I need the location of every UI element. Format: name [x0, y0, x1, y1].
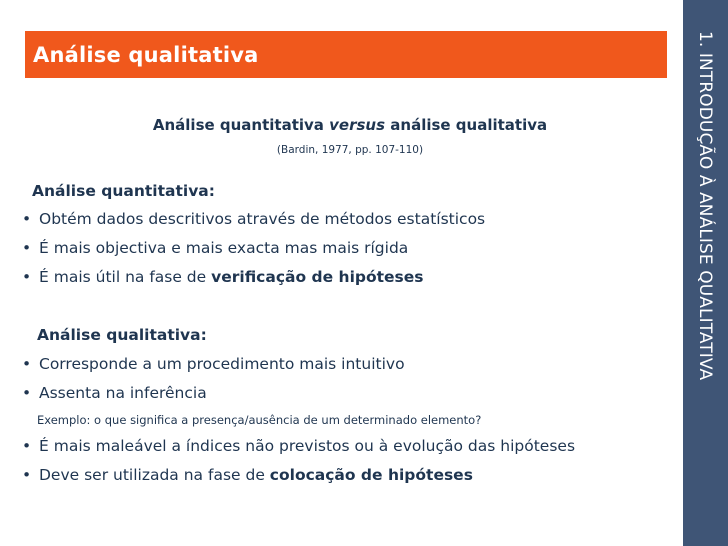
quantitativa-title: Análise quantitativa: [32, 182, 215, 200]
list-item [39, 355, 405, 373]
list-item [39, 210, 485, 228]
list-item [39, 437, 575, 455]
heading-part1: Análise quantitativa [152, 116, 330, 134]
list-item [39, 384, 207, 402]
bullet-bold: colocação de hipóteses [269, 466, 473, 484]
title-banner [25, 31, 667, 78]
citation: (Bardin, 1977, pp. 107-110) [276, 144, 424, 156]
list-item [39, 239, 408, 257]
sidebar-label: 1. INTRODUÇÃO À ANÁLISE QUALITATIVA [695, 31, 715, 381]
heading-italic: versus [329, 116, 386, 134]
bullet-text: Corresponde a um procedimento mais intuitivo [39, 355, 405, 373]
heading-part2: análise qualitativa [385, 116, 548, 134]
bullet-text: Deve ser utilizada na fase de [39, 466, 270, 484]
slide-title: Análise qualitativa [33, 42, 259, 67]
bullet-text: É mais objectiva e mais exacta mas mais rígida [39, 239, 409, 257]
sidebar [683, 0, 728, 546]
bullet-text: É mais maleável a índices não previstos ou à evolução das hipóteses [39, 437, 576, 455]
bullet-text: É mais útil na fase de [39, 268, 212, 286]
bullet-bold: verificação de hipóteses [211, 268, 424, 286]
bullet-text: Obtém dados descritivos através de métodos estatísticos [39, 210, 486, 228]
bullet-text: Assenta na inferência [39, 384, 207, 402]
example-text: Exemplo: o que significa a presença/ausência de um determinado elemento? [37, 413, 482, 427]
qualitativa-title: Análise qualitativa: [37, 326, 207, 344]
comparison-heading [0, 116, 680, 134]
list-item [39, 268, 424, 286]
list-item [39, 466, 473, 484]
